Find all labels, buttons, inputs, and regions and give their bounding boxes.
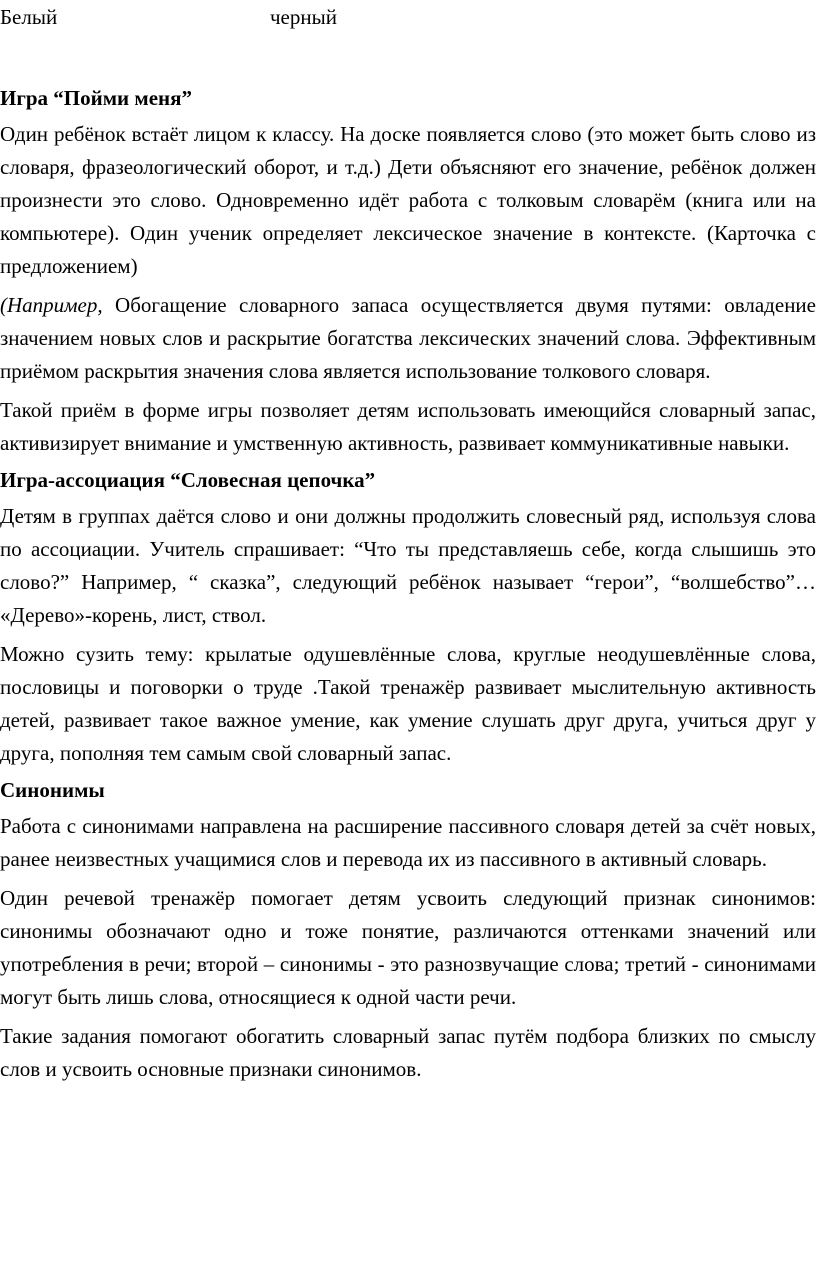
paragraph-example	[0, 289, 816, 388]
section-game-understand-me	[0, 84, 816, 460]
paragraph: Такой приём в форме игры позволяет детям использовать имеющийся словарный запас, активизирует внимание и умственную активность, развивает коммуникативные навыки.	[0, 398, 816, 455]
paragraph: Можно сузить тему: крылатые одушевлённые слова, круглые неодушевлённые слова, пословицы и поговорки о труде .Такой тренажёр развивает мыслительную активность детей, развивает такое важное умение, как умение слушать друг друга, учиться друг у друга, пополняя тем самым свой словарный запас.	[0, 642, 816, 765]
paragraph: Один ребёнок встаёт лицом к классу. На доске появляется слово (это может быть слово из словаря, фразеологический оборот, и т.д.) Дети объясняют его значение, ребёнок должен произнести это слово. Одновременно идёт работа с толковым словарём (книга или на компьютере). Один ученик определяет лексическое значение в контексте. (Карточка с предложением)	[0, 122, 816, 278]
paragraph: Один речевой тренажёр помогает детям усвоить следующий признак синонимов: синонимы обозначают одно и тоже понятие, различаются оттенками значений или употребления в речи; второй – синонимы - это разнозвучащие слова; третий - синонимами могут быть лишь слова, относящиеся к одной части речи.	[0, 886, 816, 1009]
paragraph: Работа с синонимами направлена на расширение пассивного словаря детей за счёт новых, ранее неизвестных учащимися слов и перевода их из пассивного в активный словарь.	[0, 814, 816, 871]
section-title: Игра “Пойми меня”	[0, 86, 192, 110]
section-title: Игра-ассоциация “Словесная цепочка”	[0, 468, 376, 492]
header-word-black: черный	[270, 5, 337, 29]
section-title: Синонимы	[0, 778, 105, 802]
header-words	[0, 3, 337, 31]
example-prefix: (Например,	[0, 293, 103, 317]
paragraph: Такие задания помогают обогатить словарный запас путём подбора близких по смыслу слов и усвоить основные признаки синонимов.	[0, 1024, 816, 1081]
header-word-white: Белый	[0, 5, 58, 29]
document-body	[0, 84, 816, 1092]
section-synonyms	[0, 776, 816, 1086]
section-word-chain	[0, 466, 816, 770]
paragraph: Детям в группах даётся слово и они должны продолжить словесный ряд, используя слова по ассоциации. Учитель спрашивает: “Что ты представляешь себе, когда слышишь это слово?” Например, “ сказка”, следующий ребёнок называет “герои”, “волшебство”… «Дерево»-корень, лист, ствол.	[0, 504, 816, 627]
example-text: Обогащение словарного запаса осуществляется двумя путями: овладение значением новых слов и раскрытие богатства лексических значений слова. Эффективным приёмом раскрытия значения слова является использование толкового словаря.	[0, 293, 816, 383]
